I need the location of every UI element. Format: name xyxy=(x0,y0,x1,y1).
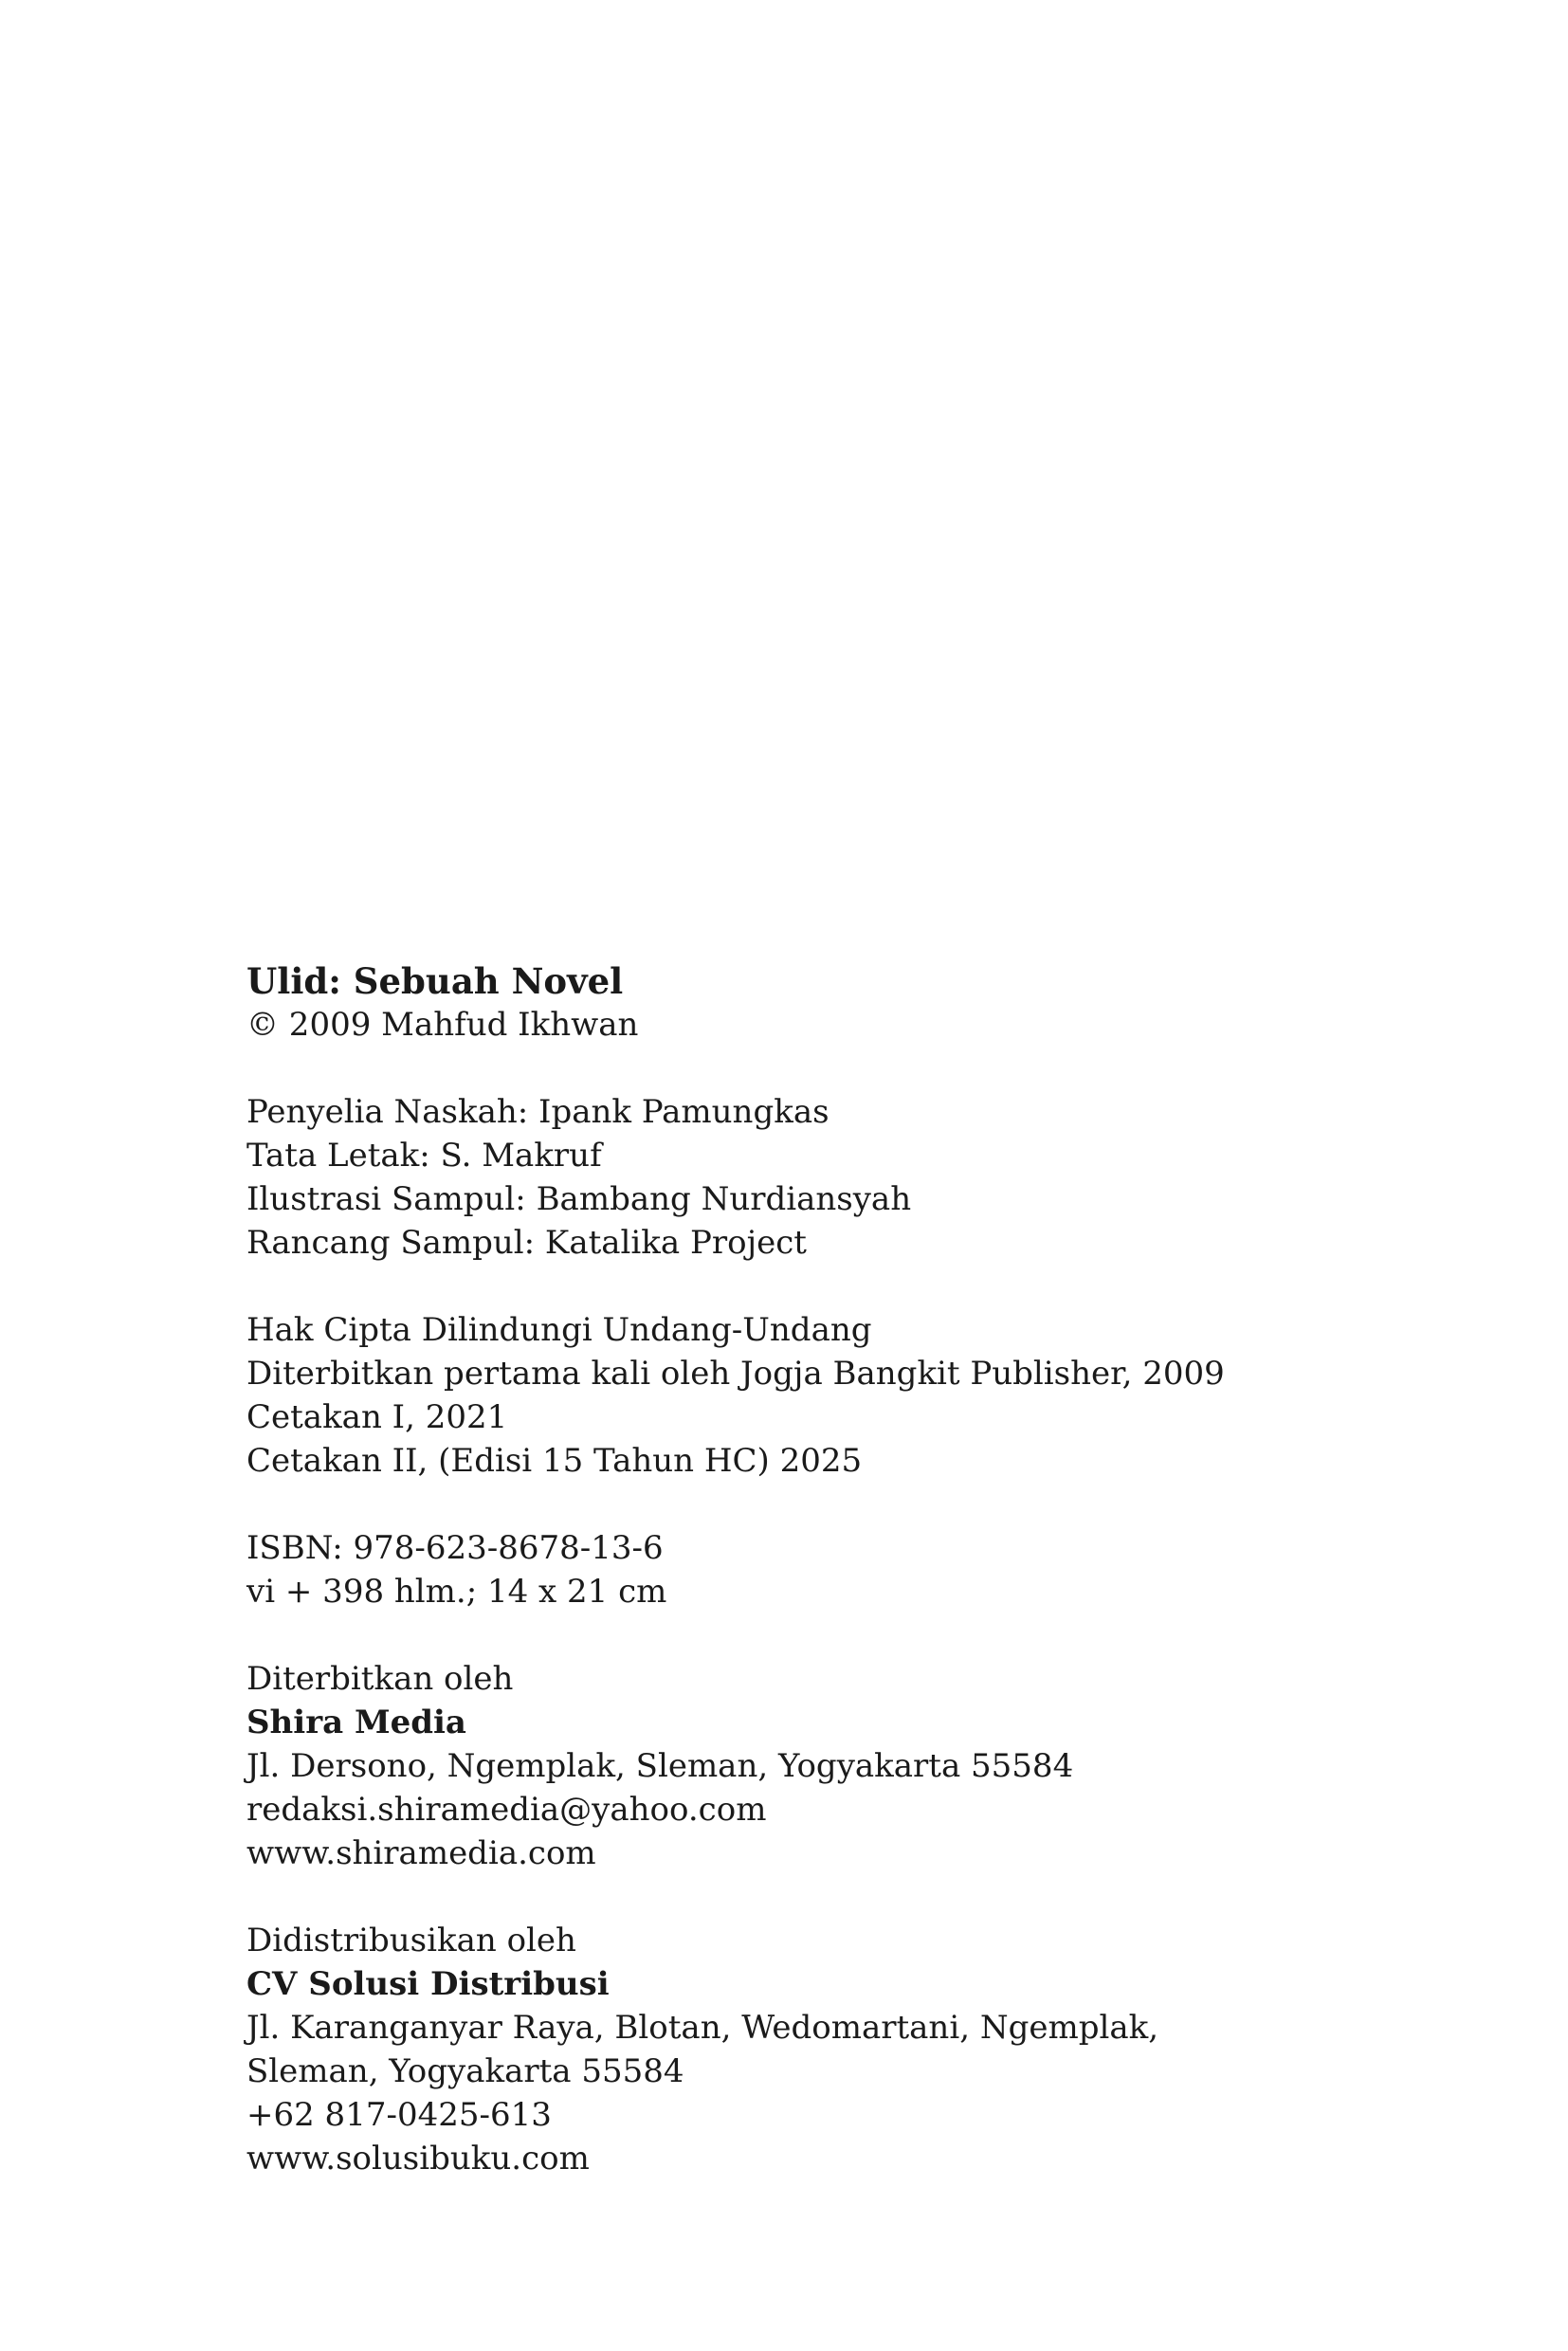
rights-notice: Hak Cipta Dilindungi Undang-Undang xyxy=(246,1311,872,1349)
credit-cover-illustration: Ilustrasi Sampul: Bambang Nurdiansyah xyxy=(246,1180,912,1218)
printing-first: Cetakan I, 2021 xyxy=(246,1398,508,1436)
section-gap xyxy=(246,1483,1384,1526)
credits-block xyxy=(246,1090,1384,1265)
colophon xyxy=(246,959,1384,2180)
distributor-address-line2: Sleman, Yogyakarta 55584 xyxy=(246,2052,684,2090)
distributor-website: www.solusibuku.com xyxy=(246,2140,590,2178)
credit-cover-design: Rancang Sampul: Katalika Project xyxy=(246,1224,807,1262)
book-info xyxy=(246,959,1384,1047)
section-gap xyxy=(246,1265,1384,1308)
catalog-block xyxy=(246,1526,1384,1613)
credit-layout: Tata Letak: S. Makruf xyxy=(246,1137,602,1175)
publisher-name: Shira Media xyxy=(246,1704,466,1741)
distributor-block xyxy=(246,1919,1384,2180)
distributor-intro: Didistribusikan oleh xyxy=(246,1922,576,1959)
printing-second: Cetakan II, (Edisi 15 Tahun HC) 2025 xyxy=(246,1442,863,1480)
publisher-intro: Diterbitkan oleh xyxy=(246,1660,514,1698)
distributor-name: CV Solusi Distribusi xyxy=(246,1965,610,2003)
publisher-address: Jl. Dersono, Ngemplak, Sleman, Yogyakarta 55584 xyxy=(246,1747,1074,1785)
publisher-website: www.shiramedia.com xyxy=(246,1834,596,1872)
credit-editor: Penyelia Naskah: Ipank Pamungkas xyxy=(246,1093,830,1131)
publisher-block xyxy=(246,1657,1384,1875)
isbn: ISBN: 978-623-8678-13-6 xyxy=(246,1529,664,1567)
section-gap xyxy=(246,1047,1384,1090)
publisher-email: redaksi.shiramedia@yahoo.com xyxy=(246,1791,767,1829)
first-publication: Diterbitkan pertama kali oleh Jogja Bangkit Publisher, 2009 xyxy=(246,1355,1225,1393)
copyright-line: © 2009 Mahfud Ikhwan xyxy=(246,1006,639,1044)
distributor-address-line1: Jl. Karanganyar Raya, Blotan, Wedomartani, Ngemplak, xyxy=(246,2009,1159,2047)
physical-description: vi + 398 hlm.; 14 x 21 cm xyxy=(246,1573,667,1611)
distributor-phone: +62 817-0425-613 xyxy=(246,2096,552,2134)
section-gap xyxy=(246,1613,1384,1657)
section-gap xyxy=(246,1875,1384,1919)
book-title: Ulid: Sebuah Novel xyxy=(246,960,624,1002)
rights-block xyxy=(246,1308,1384,1483)
